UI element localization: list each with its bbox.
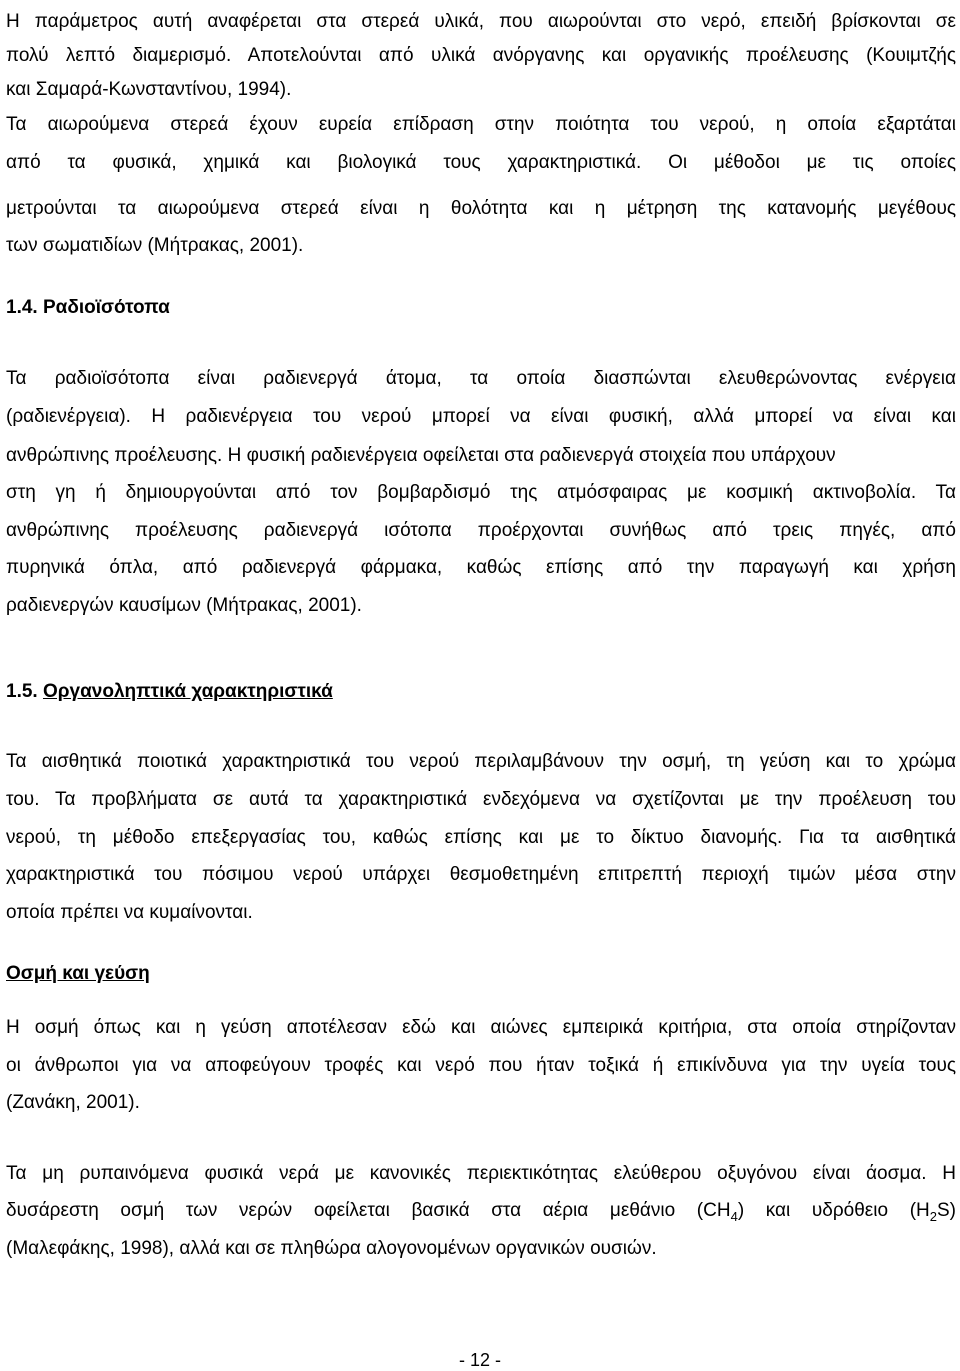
paragraph-line: του. Τα προβλήματα σε αυτά τα χαρακτηριστικά ενδεχόμενα να σχετίζονται με την προέλευση του bbox=[6, 789, 956, 810]
paragraph-line: ραδιενεργών καυσίμων (Μήτρακας, 2001). bbox=[6, 595, 362, 616]
text-segment: δυσάρεστη οσμή των νερών οφείλεται βασικά στα αέρια μεθάνιο (CH bbox=[6, 1200, 731, 1221]
paragraph-line: Η παράμετρος αυτή αναφέρεται στα στερεά υλικά, που αιωρούνται στο νερό, επειδή βρίσκονται σε bbox=[6, 11, 956, 32]
paragraph-line: νερού, τη μέθοδο επεξεργασίας του, καθώς επίσης και με το δίκτυο διανομής. Για τα αισθητικά bbox=[6, 827, 956, 848]
section-heading-1-5 bbox=[6, 680, 956, 704]
paragraph-line: Τα μη ρυπαινόμενα φυσικά νερά με κανονικές περιεκτικότητας ελεύθερου οξυγόνου είναι άοσμα. Η bbox=[6, 1163, 956, 1184]
paragraph-line: χαρακτηριστικά του πόσιμου νερού υπάρχει θεσμοθετημένη επιτρεπτή περιοχή τιμών μέσα στην bbox=[6, 864, 956, 885]
paragraph-line: Τα αισθητικά ποιοτικά χαρακτηριστικά του νερού περιλαμβάνουν την οσμή, τη γεύση και το χρώμα bbox=[6, 751, 956, 772]
paragraph-line: από τα φυσικά, χημικά και βιολογικά τους χαρακτηριστικά. Οι μέθοδοι με τις οποίες bbox=[6, 152, 956, 173]
paragraph-line-chemical bbox=[6, 1199, 956, 1223]
paragraph-line: πολύ λεπτό διαμερισμό. Αποτελούνται από υλικά ανόργανης και οργανικής προέλευσης (Κουιμτζής bbox=[6, 45, 956, 66]
paragraph-line: Τα ραδιοϊσότοπα είναι ραδιενεργά άτομα, τα οποία διασπώνται ελευθερώνοντας ενέργεια bbox=[6, 368, 956, 389]
text-segment: S) bbox=[937, 1200, 956, 1221]
subscript: 4 bbox=[730, 1209, 738, 1224]
subscript: 2 bbox=[929, 1209, 937, 1224]
section-heading-1-4 bbox=[6, 296, 956, 320]
paragraph-line: (Μαλεφάκης, 1998), αλλά και σε πληθώρα αλογονομένων οργανικών ουσιών. bbox=[6, 1238, 657, 1259]
paragraph-line: μετρούνται τα αιωρούμενα στερεά είναι η θολότητα και η μέτρηση της κατανομής μεγέθους bbox=[6, 198, 956, 219]
section-number: 1.4. bbox=[6, 297, 38, 318]
paragraph-line: οποία πρέπει να κυμαίνονται. bbox=[6, 902, 253, 923]
paragraph-line: ανθρώπινης προέλευσης ραδιενεργά ισότοπα προέρχονται συνήθως από τρεις πηγές, από bbox=[6, 520, 956, 541]
text-segment: ) και υδρόθειο (H bbox=[737, 1200, 930, 1221]
paragraph-line: στη γη ή δημιουργούνται από τον βομβαρδισμό της ατμόσφαιρας με κοσμική ακτινοβολία. Τα bbox=[6, 482, 956, 503]
paragraph-line: και Σαμαρά-Κωνσταντίνου, 1994). bbox=[6, 79, 292, 100]
paragraph-line: οι άνθρωποι για να αποφεύγουν τροφές και νερό που ήταν τοξικά ή επικίνδυνα για την υγεία τους bbox=[6, 1055, 956, 1076]
paragraph-line: των σωματιδίων (Μήτρακας, 2001). bbox=[6, 235, 304, 256]
paragraph-line: ανθρώπινης προέλευσης. Η φυσική ραδιενέργεια οφείλεται στα ραδιενεργά στοιχεία που υπάρχουν bbox=[6, 445, 836, 466]
section-title: Ραδιοϊσότοπα bbox=[42, 297, 170, 318]
paragraph-line: πυρηνικά όπλα, από ραδιενεργά φάρμακα, καθώς επίσης από την παραγωγή και χρήση bbox=[6, 557, 956, 578]
paragraph-line: (ραδιενέργεια). Η ραδιενέργεια του νερού μπορεί να είναι φυσική, αλλά μπορεί να είναι και bbox=[6, 406, 956, 427]
section-title: Οργανοληπτικά χαρακτηριστικά bbox=[42, 681, 333, 702]
page-number: - 12 - bbox=[458, 1350, 501, 1370]
paragraph-line: (Ζανάκη, 2001). bbox=[6, 1092, 140, 1113]
subsection-heading: Οσμή και γεύση bbox=[6, 963, 150, 984]
paragraph-line: Τα αιωρούμενα στερεά έχουν ευρεία επίδραση στην ποιότητα του νερού, η οποία εξαρτάται bbox=[6, 114, 956, 135]
section-number: 1.5. bbox=[6, 681, 38, 702]
paragraph-line: Η οσμή όπως και η γεύση αποτέλεσαν εδώ και αιώνες εμπειρικά κριτήρια, στα οποία στηρίζονταν bbox=[6, 1017, 956, 1038]
